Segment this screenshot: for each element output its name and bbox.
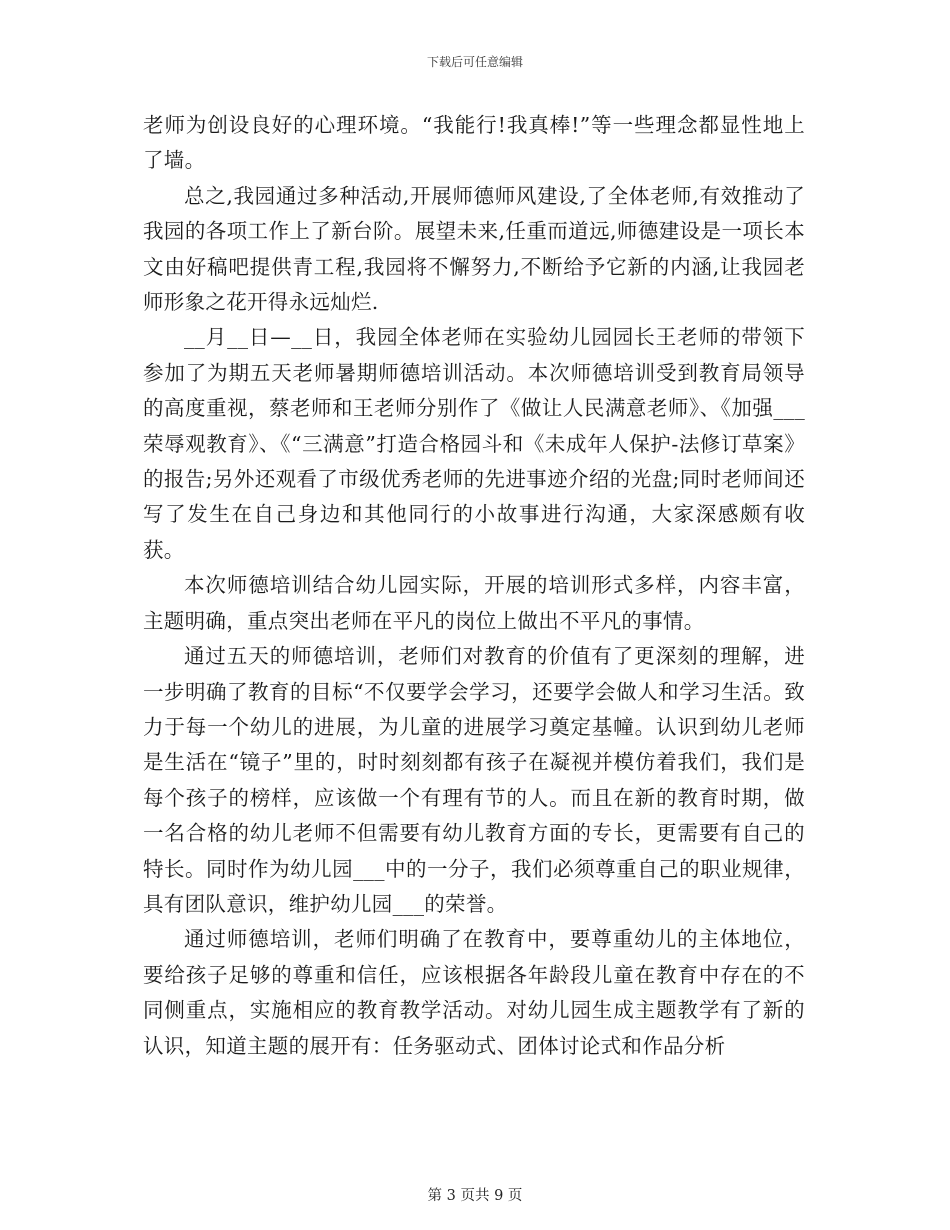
paragraph-6: 通过师德培训，老师们明确了在教育中，要尊重幼儿的主体地位，要给孩子足够的尊重和信任，应该根据各年龄段儿童在教育中存在的不同侧重点，实施相应的教育教学活动。对幼儿园生成主题教学有了新的认识，知道主题的展开有：任务驱动式、团体讨论式和作品分析 [143, 927, 805, 1058]
paragraph-5: 通过五天的师德培训，老师们对教育的价值有了更深刻的理解，进一步明确了教育的目标“不仅要学会学习，还要学会做人和学习生活。致力于每一个幼儿的进展，为儿童的进展学习奠定基幢。认识到幼儿老师是生活在“镜子”里的，时时刻刻都有孩子在凝视并模仿着我们，我们是每个孩子的榜样，应该做一个有理有节的人。而且在新的教育时期，做一名合格的幼儿老师不但需要有幼儿教育方面的专长，更需要有自己的特长。同时作为幼儿园___中的一分子，我们必须尊重自己的职业规律，具有团队意识，维护幼儿园___的荣誉。 [143, 644, 805, 916]
paragraph-4: 本次师德培训结合幼儿园实际，开展的培训形式多样，内容丰富，主题明确，重点突出老师在平凡的岗位上做出不平凡的事情。 [143, 573, 805, 633]
paragraph-3: __月__日—__日，我园全体老师在实验幼儿园园长王老师的带领下参加了为期五天老师暑期师德培训活动。本次师德培训受到教育局领导的高度重视，蔡老师和王老师分别作了《做让人民满意老师》、《加强___荣辱观教育》、《“三满意”打造合格园斗和《未成年人保护-法修订草案》的报告;另外还观看了市级优秀老师的先进事迹介绍的光盘;同时老师间还写了发生在自己身边和其他同行的小故事进行沟通，大家深感颇有收获。 [143, 325, 805, 562]
document-body [143, 108, 805, 1064]
paragraph-2: 总之,我园通过多种活动,开展师德师风建设,了全体老师,有效推动了我园的各项工作上了新台阶。展望未来,任重而道远,师德建设是一项长本文由好稿吧提供青工程,我园将不懈努力,不断给予它新的内涵,让我园老师形象之花开得永远灿烂. [143, 183, 805, 315]
page-header: 下载后可任意编辑 [426, 55, 523, 69]
paragraph-1: 老师为创设良好的心理环境。“我能行!我真棒!”等一些理念都显性地上了墙。 [143, 113, 805, 173]
page-footer: 第 3 页共 9 页 [427, 1188, 523, 1204]
